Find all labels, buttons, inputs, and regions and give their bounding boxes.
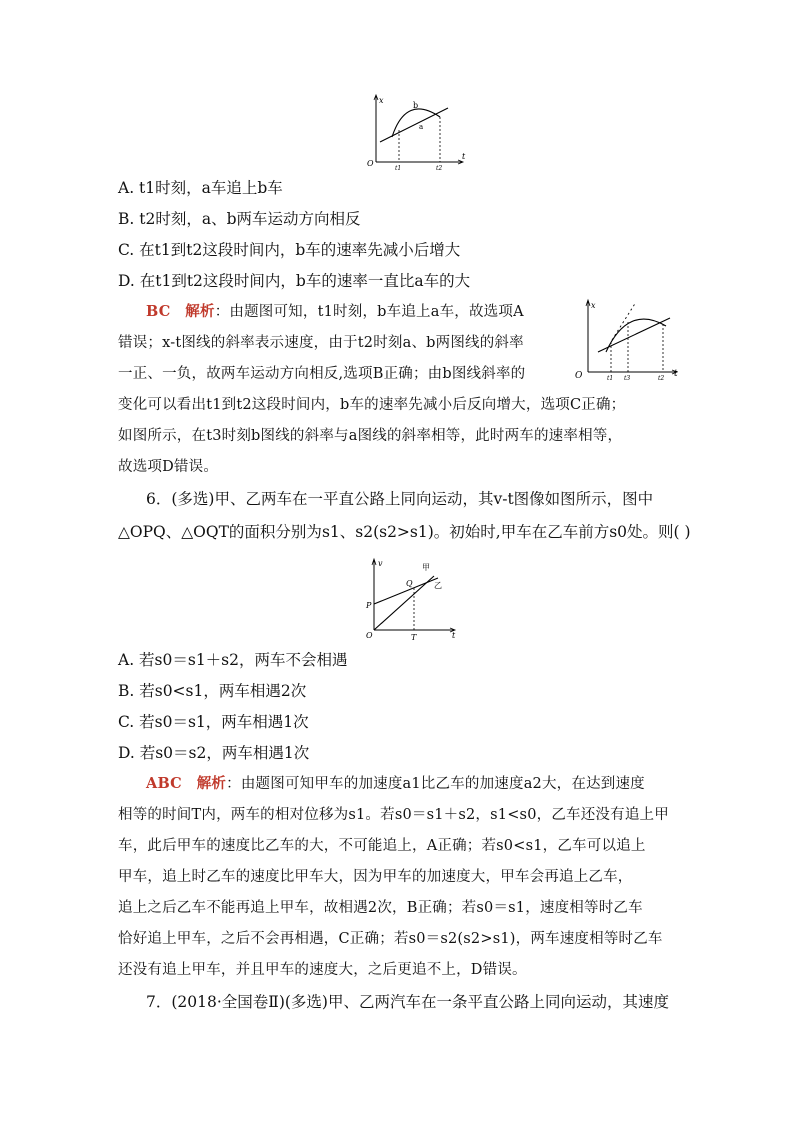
fig2-t3-label: t3 [624,375,631,382]
q6-option-c: C. 若s0＝s1，两车相遇1次 [118,713,309,731]
answer6-line2: 相等的时间T内，两车的相对位移为s1。若s0＝s1＋s2，s1<s0，乙车还没有追上甲 [118,807,669,823]
q5-option-d: D. 在t1到t2这段时间内，b车的速率一直比a车的大 [118,272,471,290]
fig2-t-label: t [674,369,678,379]
answer6-line1 [146,774,645,794]
fig1-b-label: b [413,101,419,110]
fig1-origin-label: O [367,159,374,168]
answer5-head: 解析 [185,303,215,320]
answer6-line6: 恰好追上甲车，之后不会再相遇，C正确；若s0＝s2(s2>s1)，两车速度相等时乙车 [118,931,663,947]
fig3-yi-label: 乙 [434,581,442,590]
fig3-q-label: Q [406,579,413,588]
q6-option-b: B. 若s0<s1，两车相遇2次 [118,682,307,700]
answer6-line5: 追上之后乙车不能再追上甲车，故相遇2次，B正确；若s0＝s1，速度相等时乙车 [118,900,643,916]
fig2-t2-label: t2 [658,375,665,382]
q6-stem-line1: 6．(多选)甲、乙两车在一平直公路上同向运动，其v-t图像如图所示，图中 [146,490,654,508]
answer6-head: 解析 [196,775,227,792]
answer6-line7: 还没有追上甲车，并且甲车的速度大，之后更追不上，D错误。 [118,962,527,978]
answer5-line5: 如图所示，在t3时刻b图线的斜率与a图线的斜率相等，此时两车的速率相等， [118,428,623,444]
fig2-origin-label: O [575,371,583,381]
fig3-jia-label: 甲 [422,563,430,572]
figure-vt-graph [362,554,462,642]
answer5-line4: 变化可以看出t1到t2这段时间内，b车的速率先减小后反向增大，选项C正确； [118,397,626,413]
q7-stem-line1: 7．(2018·全国卷Ⅱ)(多选)甲、乙两汽车在一条平直公路上同向运动，其速度 [146,993,669,1011]
q6-option-a: A. 若s0＝s1＋s2，两车不会相遇 [118,651,348,669]
q6-stem-line2: △OPQ、△OQT的面积分别为s1、s2(s2>s1)。初始时,甲车在乙车前方s0处。则( ) [118,523,691,541]
fig3-t-marker-label: T [411,633,417,642]
fig1-a-label: a [419,123,424,131]
answer6-text1: ：由题图可知甲车的加速度a1比乙车的加速度a2大，在达到速度 [226,776,645,792]
fig3-p-label: P [366,601,372,610]
answer6-line4: 甲车，追上时乙车的速度比甲车大，因为甲车的加速度大，甲车会再追上乙车， [118,869,633,885]
answer5-line3: 一正、一负，故两车运动方向相反,选项B正确；由b图线斜率的 [118,366,526,382]
answer6-line3: 车，此后甲车的速度比乙车的大，不可能追上，A正确；若s0<s1，乙车可以追上 [118,838,646,854]
fig1-t2-label: t2 [436,165,443,170]
fig3-t-axis-label: t [452,631,456,640]
answer5-line2: 错误；x-t图线的斜率表示速度，由于t2时刻a、b两图线的斜率 [118,335,524,351]
figure-tangent-graph [572,296,684,384]
answer5-label: BC [146,303,171,320]
q5-option-c: C. 在t1到t2这段时间内，b车的速率先减小后增大 [118,241,461,259]
answer6-label: ABC [146,775,182,792]
fig2-t1-label: t1 [607,375,614,382]
answer5-text1: ：由题图可知，t1时刻，b车追上a车，故选项A [214,304,524,320]
answer5-line1 [146,302,524,322]
fig1-x-label: x [379,96,384,105]
fig2-x-label: x [591,301,596,310]
q6-option-d: D. 若s0＝s2，两车相遇1次 [118,744,310,762]
fig1-t-label: t [462,152,466,161]
q5-option-a: A. t1时刻，a车追上b车 [118,179,283,197]
q5-option-b: B. t2时刻，a、b两车运动方向相反 [118,210,361,228]
figure-xt-graph [362,90,472,170]
fig1-t1-label: t1 [395,165,402,170]
fig3-v-label: v [378,559,383,568]
fig3-origin-label: O [366,631,373,640]
answer5-line6: 故选项D错误。 [118,459,219,475]
